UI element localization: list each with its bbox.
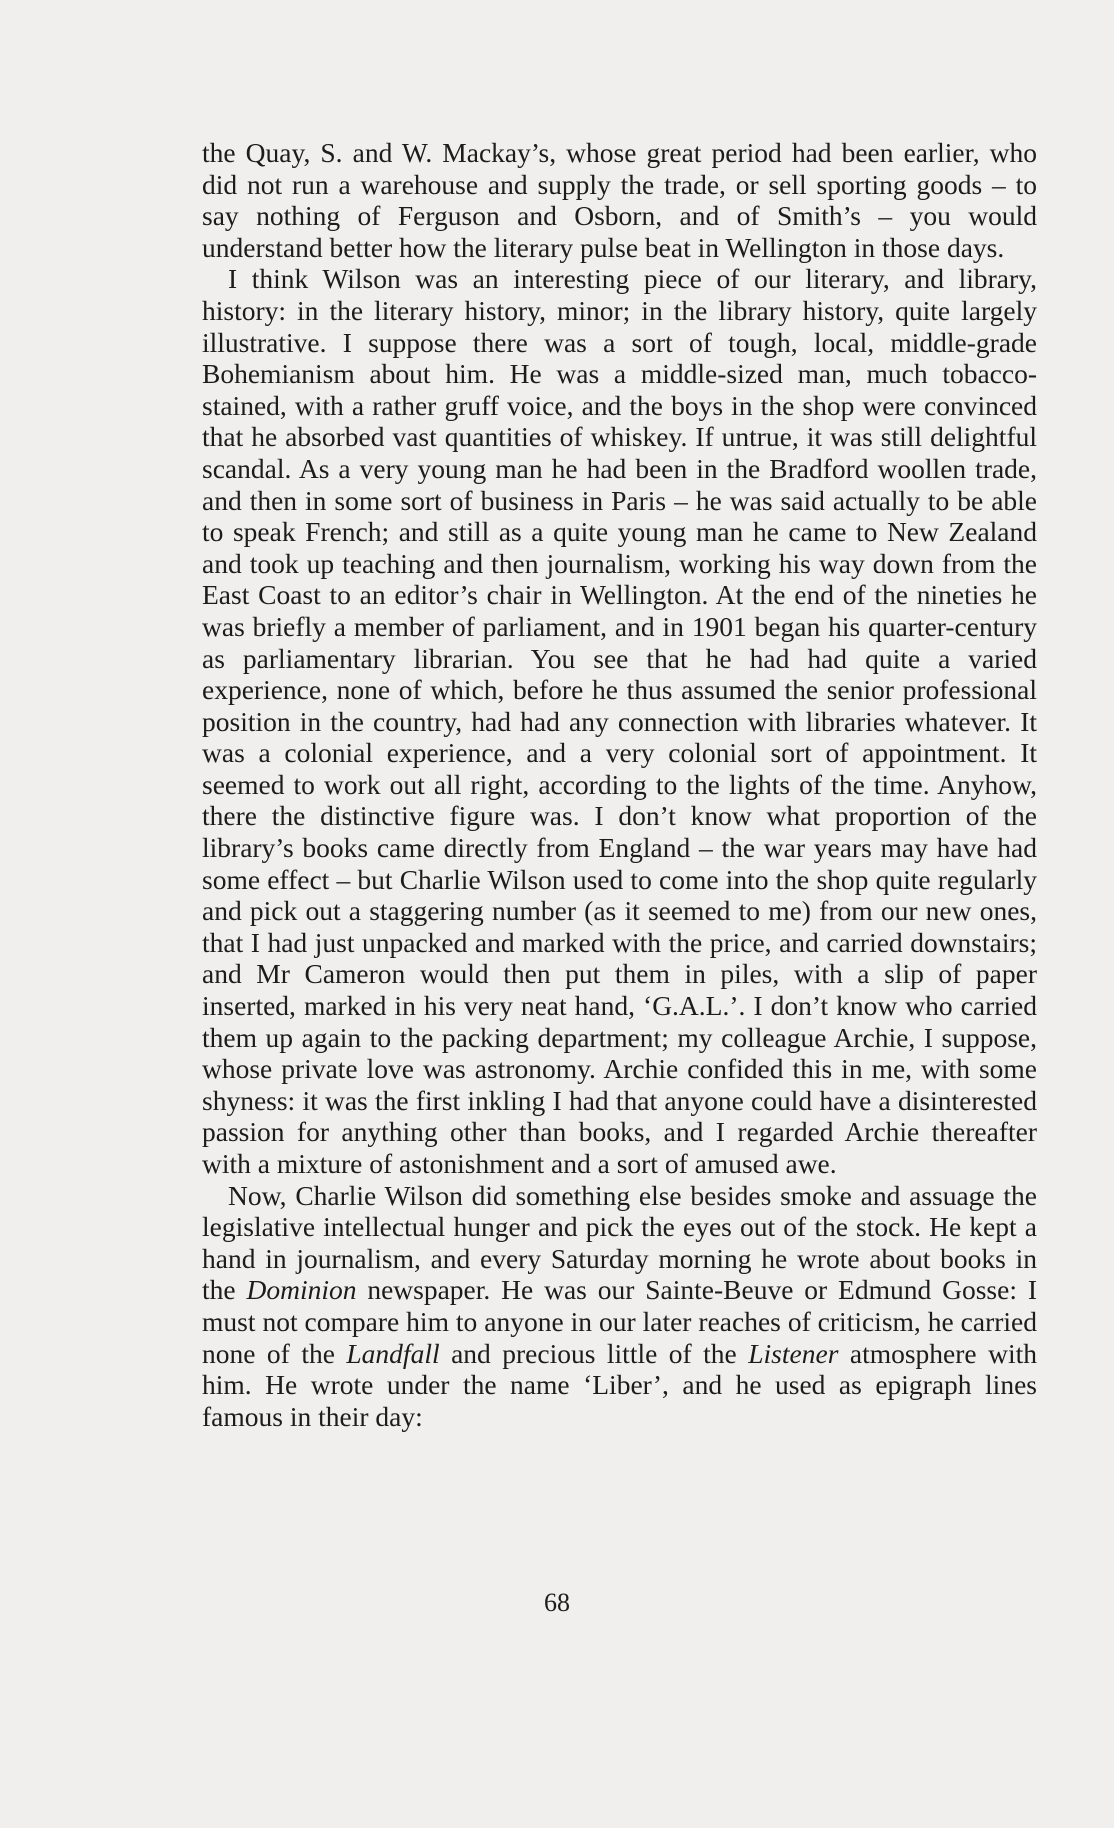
body-text	[202, 137, 1037, 1432]
text-run: atmosphere with him. He wrote under the name ‘Liber’, and he used as epigraph lines famous in their day:	[202, 1337, 1037, 1432]
paragraph	[202, 137, 1037, 263]
paragraph	[202, 263, 1037, 1179]
text-run: Now, Charlie Wilson did something else besides smoke and assuage the legislative intellectual hunger and pick the eyes out of the stock. He kept a hand in journalism, and every Saturday morning he wrote about books in the	[202, 1179, 1037, 1306]
text-run: newspaper. He was our Sainte-Beuve or Edmund Gosse: I must not compare him to anyone in our later reaches of criticism, he carried none of the	[202, 1274, 1037, 1369]
text-run: the Quay, S. and W. Mackay’s, whose great period had been earlier, who did not run a warehouse and supply the trade, or sell sporting goods – to say nothing of Ferguson and Osborn, and of Smith’s – you would understand better how the literary pulse beat in Wellington in those days.	[202, 137, 1037, 263]
page-number: 68	[544, 1588, 570, 1617]
paragraph	[202, 1180, 1037, 1433]
text-run: I think Wilson was an interesting piece of our literary, and library, history: in the literary history, minor; in the library history, quite largely illustrative. I suppose there was a sort of tough, local, middle-grade Bohemianism about him. He was a middle-sized man, much tobacco-stained, with a rather gruff voice, and the boys in the shop were convinced that he absorbed vast quantities of whiskey. If untrue, it was still delightful scandal. As a very young man he had been in the Bradford woollen trade, and then in some sort of business in Paris – he was said actually to be able to speak French; and still as a quite young man he came to New Zealand and took up teaching and then journalism, working his way down from the East Coast to an editor’s chair in Wellington. At the end of the nineties he was briefly a member of parliament, and in 1901 began his quarter-century as parliamentary librarian. You see that he had had quite a varied experience, none of which, before he thus assumed the senior professional position in the country, had had any connection with libraries whatever. It was a colonial experience, and a very colonial sort of appointment. It seemed to work out all right, according to the lights of the time. Anyhow, there the distinctive figure was. I don’t know what proportion of the library’s books came directly from England – the war years may have had some effect – but Charlie Wilson used to come into the shop quite regularly and pick out a staggering number (as it seemed to me) from our new ones, that I had just unpacked and marked with the price, and carried downstairs; and Mr Cameron would then put them in piles, with a slip of paper inserted, marked in his very neat hand, ‘G.A.L.’. I don’t know who carried them up again to the packing department; my colleague Archie, I suppose, whose private love was astronomy. Archie confided this in me, with some shyness: it was the first inkling I had that anyone could have a disinterested passion for anything other than books, and I regarded Archie thereafter with a mixture of astonishment and a sort of amused awe.	[202, 263, 1037, 1179]
italic-title: Listener	[748, 1337, 839, 1369]
italic-title: Landfall	[346, 1337, 440, 1369]
italic-title: Dominion	[246, 1274, 357, 1306]
text-run: and precious little of the	[439, 1337, 749, 1369]
